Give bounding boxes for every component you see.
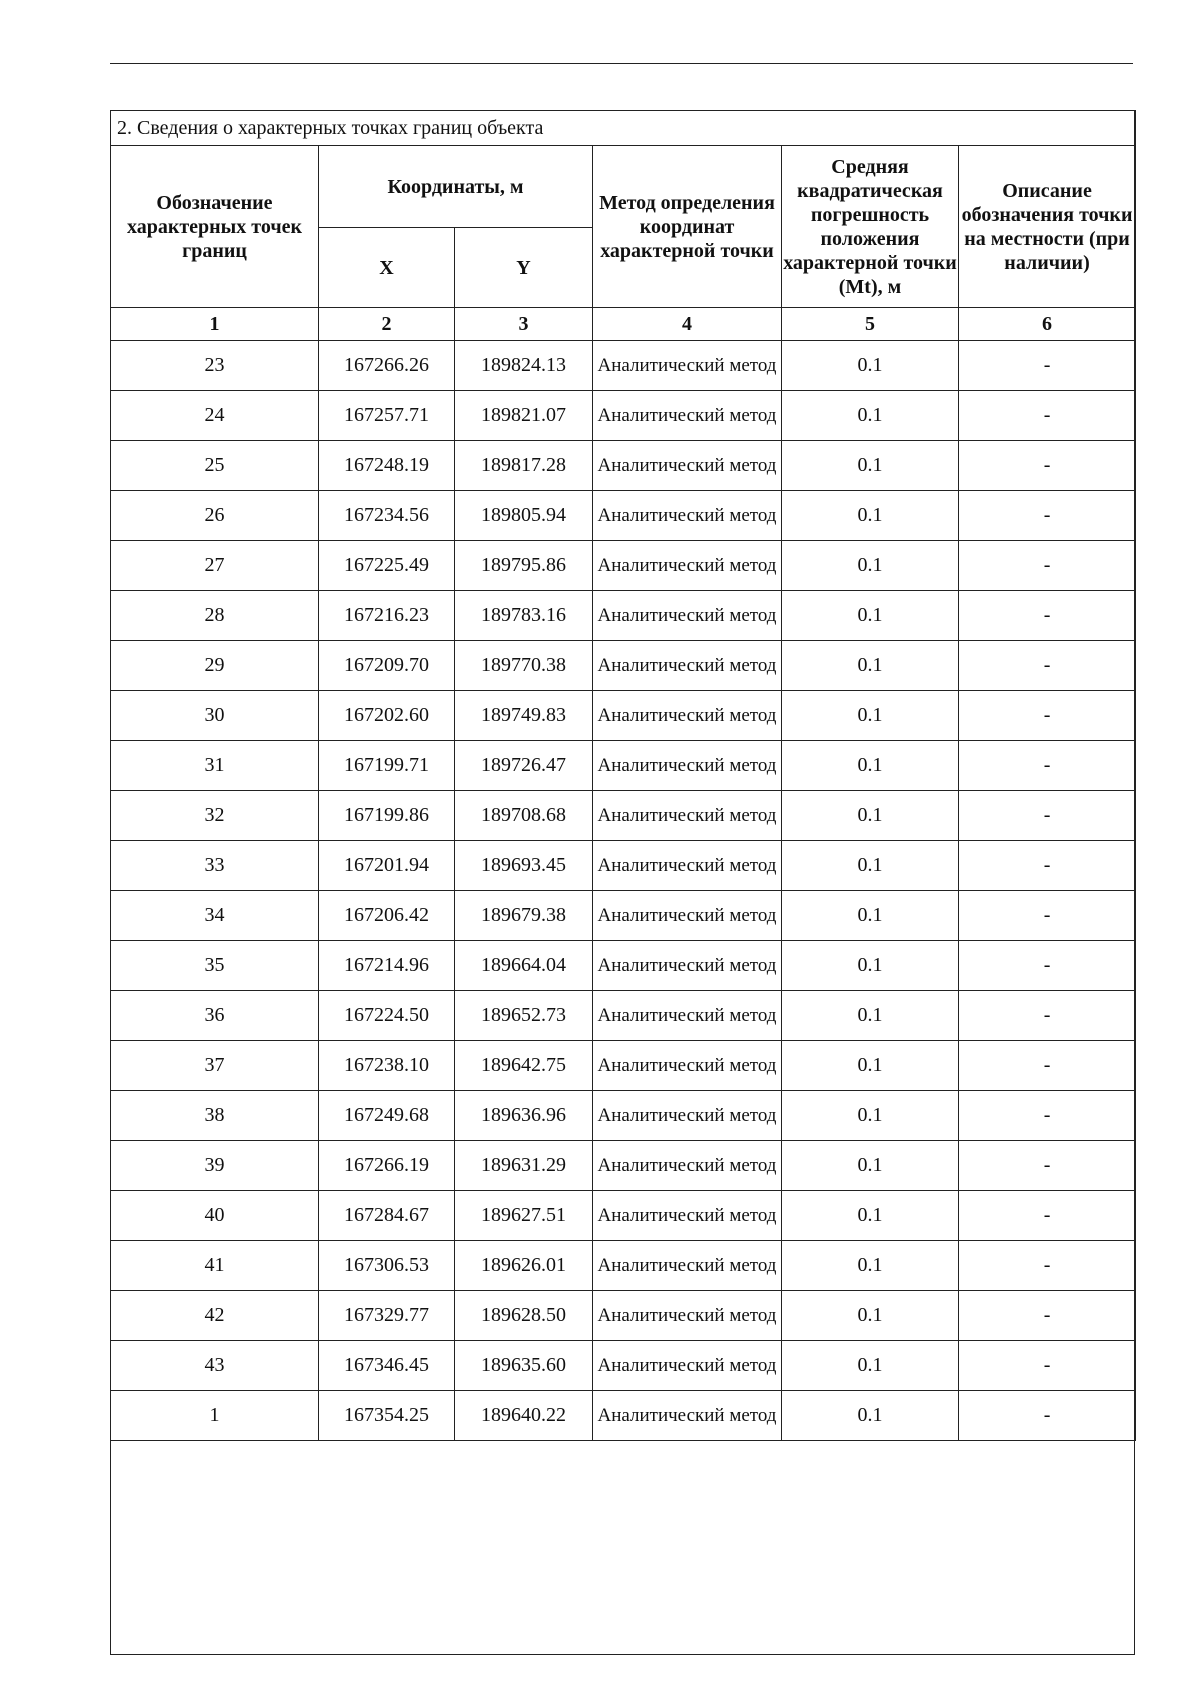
- column-number: 1: [111, 308, 319, 341]
- description-cell: -: [959, 891, 1136, 941]
- x-cell: 167249.68: [319, 1091, 455, 1141]
- column-number: 4: [593, 308, 782, 341]
- description-cell: -: [959, 1141, 1136, 1191]
- mt-cell: 0.1: [782, 941, 959, 991]
- table-row: [111, 1391, 1136, 1441]
- description-cell: -: [959, 841, 1136, 891]
- point-cell: 1: [111, 1391, 319, 1441]
- point-cell: 41: [111, 1241, 319, 1291]
- header-coordinates: Координаты, м: [319, 146, 593, 228]
- header-x: X: [319, 228, 455, 308]
- y-cell: 189817.28: [455, 441, 593, 491]
- y-cell: 189627.51: [455, 1191, 593, 1241]
- method-cell: Аналитический метод: [593, 991, 782, 1041]
- method-cell: Аналитический метод: [593, 1091, 782, 1141]
- table-row: [111, 691, 1136, 741]
- point-cell: 25: [111, 441, 319, 491]
- mt-cell: 0.1: [782, 641, 959, 691]
- description-cell: -: [959, 641, 1136, 691]
- table-row: [111, 591, 1136, 641]
- y-cell: 189635.60: [455, 1341, 593, 1391]
- x-cell: 167216.23: [319, 591, 455, 641]
- column-number: 3: [455, 308, 593, 341]
- method-cell: Аналитический метод: [593, 891, 782, 941]
- table-row: [111, 641, 1136, 691]
- x-cell: 167234.56: [319, 491, 455, 541]
- point-cell: 34: [111, 891, 319, 941]
- x-cell: 167306.53: [319, 1241, 455, 1291]
- point-cell: 31: [111, 741, 319, 791]
- point-cell: 39: [111, 1141, 319, 1191]
- table-row: [111, 391, 1136, 441]
- x-cell: 167354.25: [319, 1391, 455, 1441]
- column-number: 5: [782, 308, 959, 341]
- mt-cell: 0.1: [782, 991, 959, 1041]
- y-cell: 189821.07: [455, 391, 593, 441]
- point-cell: 43: [111, 1341, 319, 1391]
- point-cell: 24: [111, 391, 319, 441]
- description-cell: -: [959, 1091, 1136, 1141]
- description-cell: -: [959, 691, 1136, 741]
- x-cell: 167201.94: [319, 841, 455, 891]
- mt-cell: 0.1: [782, 1391, 959, 1441]
- x-cell: 167225.49: [319, 541, 455, 591]
- x-cell: 167209.70: [319, 641, 455, 691]
- x-cell: 167199.86: [319, 791, 455, 841]
- method-cell: Аналитический метод: [593, 1391, 782, 1441]
- point-cell: 29: [111, 641, 319, 691]
- x-cell: 167199.71: [319, 741, 455, 791]
- point-cell: 37: [111, 1041, 319, 1091]
- y-cell: 189749.83: [455, 691, 593, 741]
- mt-cell: 0.1: [782, 1141, 959, 1191]
- header-y: Y: [455, 228, 593, 308]
- header-method: Метод определения координат характерной точки: [593, 146, 782, 308]
- mt-cell: 0.1: [782, 341, 959, 391]
- table-row: [111, 841, 1136, 891]
- x-cell: 167266.26: [319, 341, 455, 391]
- x-cell: 167238.10: [319, 1041, 455, 1091]
- y-cell: 189679.38: [455, 891, 593, 941]
- mt-cell: 0.1: [782, 1091, 959, 1141]
- y-cell: 189693.45: [455, 841, 593, 891]
- y-cell: 189805.94: [455, 491, 593, 541]
- x-cell: 167214.96: [319, 941, 455, 991]
- table-row: [111, 1141, 1136, 1191]
- x-cell: 167224.50: [319, 991, 455, 1041]
- top-rule: [110, 63, 1133, 64]
- method-cell: Аналитический метод: [593, 691, 782, 741]
- table-row: [111, 941, 1136, 991]
- point-cell: 40: [111, 1191, 319, 1241]
- description-cell: -: [959, 1391, 1136, 1441]
- method-cell: Аналитический метод: [593, 841, 782, 891]
- description-cell: -: [959, 1341, 1136, 1391]
- table-row: [111, 991, 1136, 1041]
- x-cell: 167248.19: [319, 441, 455, 491]
- description-cell: -: [959, 791, 1136, 841]
- table-row: [111, 1191, 1136, 1241]
- method-cell: Аналитический метод: [593, 1141, 782, 1191]
- y-cell: 189770.38: [455, 641, 593, 691]
- y-cell: 189642.75: [455, 1041, 593, 1091]
- mt-cell: 0.1: [782, 1341, 959, 1391]
- section-title: 2. Сведения о характерных точках границ объекта: [111, 111, 1136, 146]
- method-cell: Аналитический метод: [593, 1341, 782, 1391]
- table-row: [111, 741, 1136, 791]
- header-description: Описание обозначения точки на местности (при наличии): [959, 146, 1136, 308]
- mt-cell: 0.1: [782, 891, 959, 941]
- table-row: [111, 1291, 1136, 1341]
- method-cell: Аналитический метод: [593, 1041, 782, 1091]
- boundary-points-table: [110, 110, 1136, 1441]
- column-number: 6: [959, 308, 1136, 341]
- x-cell: 167257.71: [319, 391, 455, 441]
- table-row: [111, 341, 1136, 391]
- point-cell: 38: [111, 1091, 319, 1141]
- x-cell: 167346.45: [319, 1341, 455, 1391]
- table-row: [111, 891, 1136, 941]
- method-cell: Аналитический метод: [593, 591, 782, 641]
- mt-cell: 0.1: [782, 841, 959, 891]
- column-number: 2: [319, 308, 455, 341]
- table-row: [111, 1091, 1136, 1141]
- x-cell: 167329.77: [319, 1291, 455, 1341]
- point-cell: 35: [111, 941, 319, 991]
- mt-cell: 0.1: [782, 541, 959, 591]
- y-cell: 189628.50: [455, 1291, 593, 1341]
- method-cell: Аналитический метод: [593, 541, 782, 591]
- description-cell: -: [959, 1241, 1136, 1291]
- description-cell: -: [959, 541, 1136, 591]
- y-cell: 189824.13: [455, 341, 593, 391]
- description-cell: -: [959, 1291, 1136, 1341]
- mt-cell: 0.1: [782, 1191, 959, 1241]
- header-mean-error: Средняя квадратическая погрешность положения характерной точки (Mt), м: [782, 146, 959, 308]
- mt-cell: 0.1: [782, 741, 959, 791]
- mt-cell: 0.1: [782, 1041, 959, 1091]
- y-cell: 189783.16: [455, 591, 593, 641]
- table-body: [111, 341, 1136, 1441]
- y-cell: 189708.68: [455, 791, 593, 841]
- mt-cell: 0.1: [782, 391, 959, 441]
- table-row: [111, 791, 1136, 841]
- point-cell: 23: [111, 341, 319, 391]
- mt-cell: 0.1: [782, 1291, 959, 1341]
- mt-cell: 0.1: [782, 1241, 959, 1291]
- y-cell: 189626.01: [455, 1241, 593, 1291]
- method-cell: Аналитический метод: [593, 341, 782, 391]
- description-cell: -: [959, 591, 1136, 641]
- mt-cell: 0.1: [782, 441, 959, 491]
- x-cell: 167284.67: [319, 1191, 455, 1241]
- mt-cell: 0.1: [782, 791, 959, 841]
- point-cell: 30: [111, 691, 319, 741]
- method-cell: Аналитический метод: [593, 641, 782, 691]
- point-cell: 32: [111, 791, 319, 841]
- description-cell: -: [959, 441, 1136, 491]
- method-cell: Аналитический метод: [593, 391, 782, 441]
- point-cell: 42: [111, 1291, 319, 1341]
- description-cell: -: [959, 741, 1136, 791]
- description-cell: -: [959, 991, 1136, 1041]
- table-row: [111, 541, 1136, 591]
- x-cell: 167206.42: [319, 891, 455, 941]
- table-row: [111, 1341, 1136, 1391]
- description-cell: -: [959, 941, 1136, 991]
- point-cell: 28: [111, 591, 319, 641]
- table-row: [111, 1241, 1136, 1291]
- description-cell: -: [959, 491, 1136, 541]
- y-cell: 189636.96: [455, 1091, 593, 1141]
- description-cell: -: [959, 1041, 1136, 1091]
- method-cell: Аналитический метод: [593, 491, 782, 541]
- y-cell: 189795.86: [455, 541, 593, 591]
- description-cell: -: [959, 1191, 1136, 1241]
- table-row: [111, 491, 1136, 541]
- method-cell: Аналитический метод: [593, 1191, 782, 1241]
- method-cell: Аналитический метод: [593, 1241, 782, 1291]
- description-cell: -: [959, 341, 1136, 391]
- method-cell: Аналитический метод: [593, 741, 782, 791]
- point-cell: 33: [111, 841, 319, 891]
- method-cell: Аналитический метод: [593, 441, 782, 491]
- header-point-designation: Обозначение характерных точек границ: [111, 146, 319, 308]
- point-cell: 26: [111, 491, 319, 541]
- y-cell: 189640.22: [455, 1391, 593, 1441]
- table-row: [111, 1041, 1136, 1091]
- y-cell: 189664.04: [455, 941, 593, 991]
- mt-cell: 0.1: [782, 591, 959, 641]
- method-cell: Аналитический метод: [593, 1291, 782, 1341]
- y-cell: 189652.73: [455, 991, 593, 1041]
- point-cell: 36: [111, 991, 319, 1041]
- table-row: [111, 441, 1136, 491]
- mt-cell: 0.1: [782, 491, 959, 541]
- point-cell: 27: [111, 541, 319, 591]
- method-cell: Аналитический метод: [593, 791, 782, 841]
- x-cell: 167266.19: [319, 1141, 455, 1191]
- method-cell: Аналитический метод: [593, 941, 782, 991]
- description-cell: -: [959, 391, 1136, 441]
- x-cell: 167202.60: [319, 691, 455, 741]
- y-cell: 189726.47: [455, 741, 593, 791]
- mt-cell: 0.1: [782, 691, 959, 741]
- y-cell: 189631.29: [455, 1141, 593, 1191]
